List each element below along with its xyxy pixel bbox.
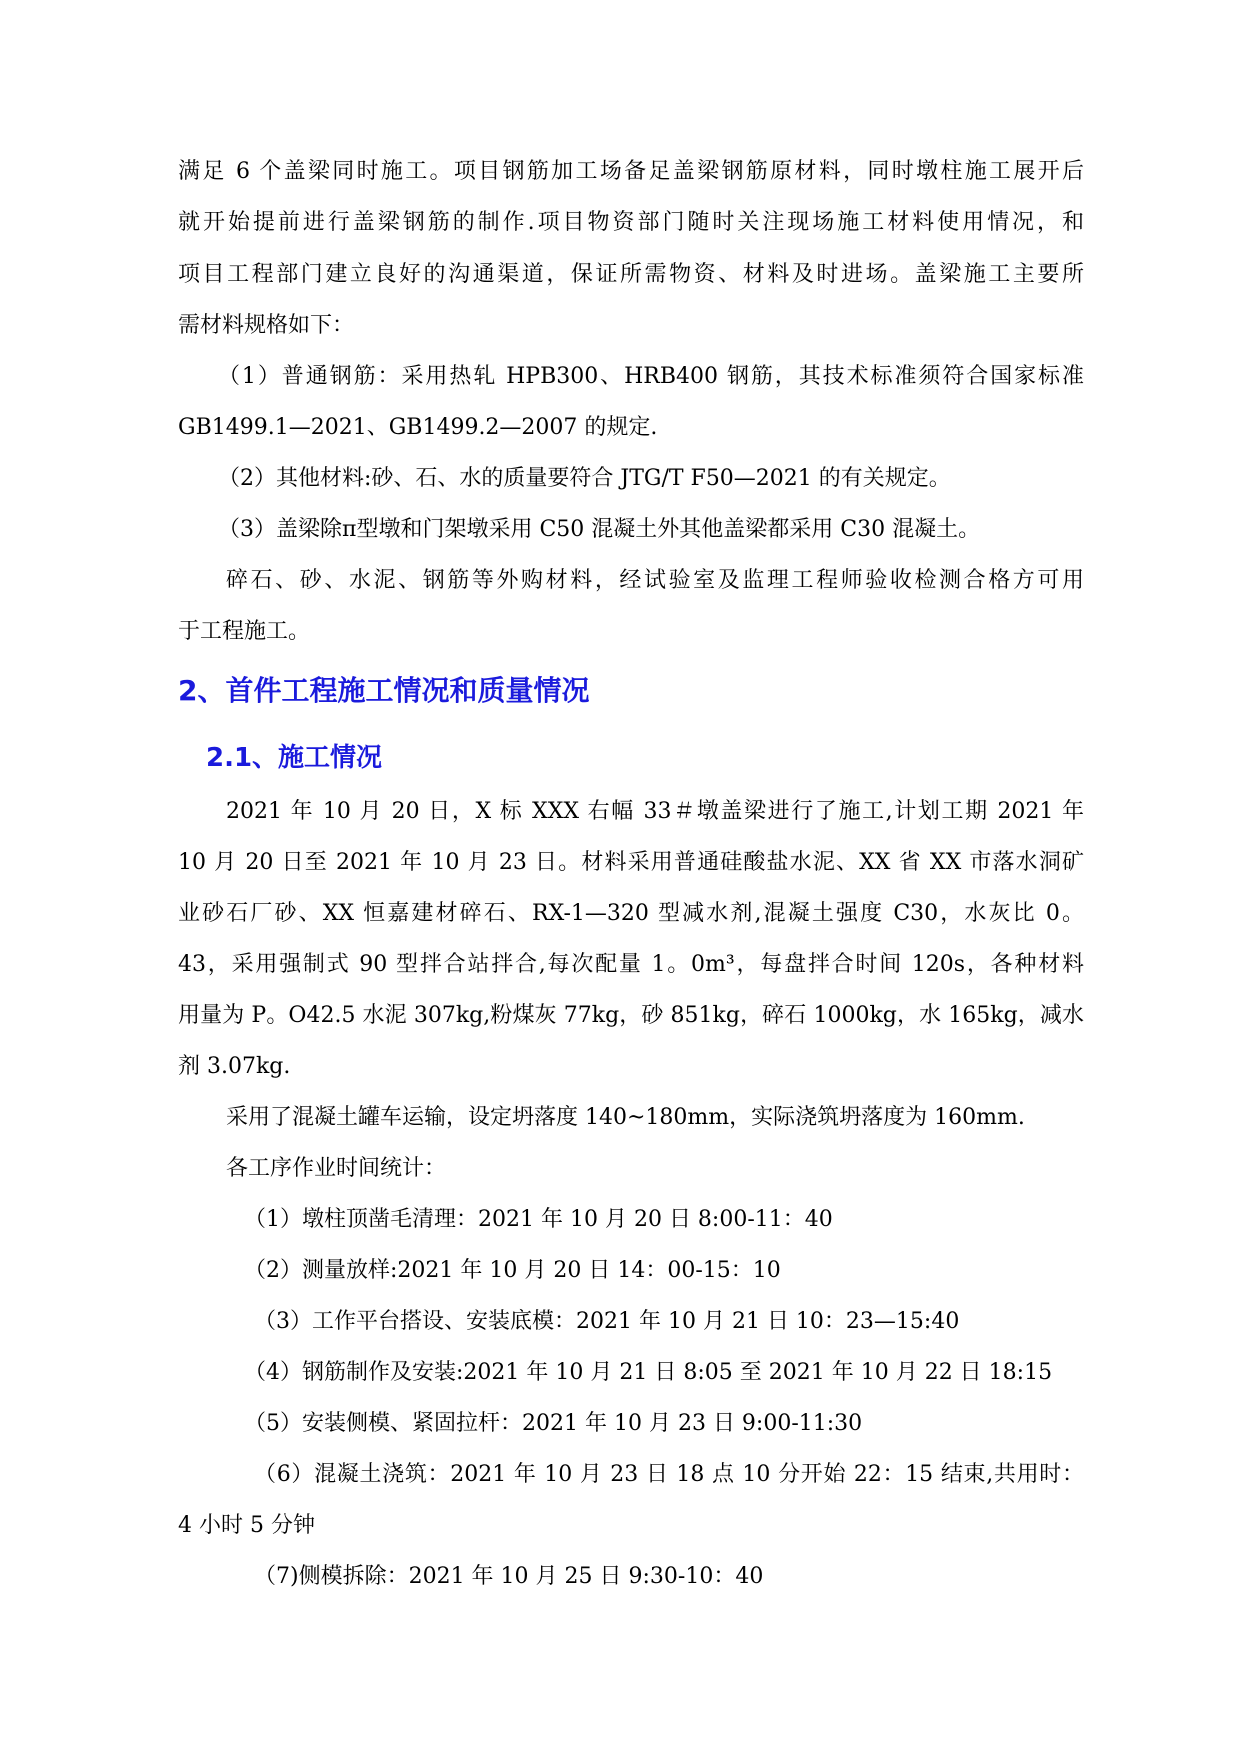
- transport-line: 采用了混凝土罐车运输，设定坍落度 140~180mm，实际浇筑坍落度为 160mm.: [226, 1105, 1025, 1130]
- step-item-6-cont: 4 小时 5 分钟: [178, 1513, 315, 1538]
- section-heading-2-1: 2.1、施工情况: [206, 743, 383, 773]
- section-heading-2: 2、首件工程施工情况和质量情况: [178, 674, 590, 707]
- step-item-4: （4）钢筋制作及安装:2021 年 10 月 21 日 8:05 至 2021 年 10 月 22 日 18:15: [244, 1360, 1053, 1385]
- step-item-3: （3）工作平台搭设、安装底模：2021 年 10 月 21 日 10：23—15:40: [254, 1309, 960, 1334]
- step-item-6: （6）混凝土浇筑：2021 年 10 月 23 日 18 点 10 分开始 22：15 结束,共用时：: [254, 1462, 1084, 1487]
- step-item-2: （2）测量放样:2021 年 10 月 20 日 14：00-15：10: [244, 1258, 781, 1283]
- paragraph-line: 2021 年 10 月 20 日，X 标 XXX 右幅 33＃墩盖梁进行了施工,计划工期 2021 年: [226, 799, 1084, 824]
- paragraph-line: 就开始提前进行盖梁钢筋的制作.项目物资部门随时关注现场施工材料使用情况，和: [178, 210, 1084, 235]
- list-item-other-materials: （2）其他材料:砂、石、水的质量要符合 JTG/T F50—2021 的有关规定。: [218, 466, 951, 491]
- paragraph-line: 10 月 20 日至 2021 年 10 月 23 日。材料采用普通硅酸盐水泥、XX 省 XX 市落水洞矿: [178, 850, 1084, 875]
- step-item-7: （7)侧模拆除：2021 年 10 月 25 日 9:30-10：40: [254, 1564, 764, 1589]
- paragraph-line: 剂 3.07kg.: [178, 1054, 291, 1079]
- list-item-rebar-cont: GB1499.1—2021、GB1499.2—2007 的规定.: [178, 415, 658, 440]
- paragraph-line: 项目工程部门建立良好的沟通渠道，保证所需物资、材料及时进场。盖梁施工主要所: [178, 262, 1084, 287]
- paragraph-line: 用量为 P。O42.5 水泥 307kg,粉煤灰 77kg，砂 851kg，碎石 1000kg，水 165kg，减水: [178, 1003, 1084, 1028]
- paragraph-line: 业砂石厂砂、XX 恒嘉建材碎石、RX-1—320 型减水剂,混凝土强度 C30，水灰比 0。: [178, 901, 1084, 926]
- step-item-1: （1）墩柱顶凿毛清理：2021 年 10 月 20 日 8:00-11：40: [244, 1207, 833, 1232]
- paragraph-line: 满足 6 个盖梁同时施工。项目钢筋加工场备足盖梁钢筋原材料，同时墩柱施工展开后: [178, 159, 1084, 184]
- list-item-rebar: （1）普通钢筋：采用热轧 HPB300、HRB400 钢筋，其技术标准须符合国家标准: [218, 364, 1084, 389]
- paragraph-line: 需材料规格如下：: [178, 313, 355, 338]
- list-item-concrete: （3）盖梁除π型墩和门架墩采用 C50 混凝土外其他盖梁都采用 C30 混凝土。: [218, 517, 981, 542]
- stats-intro: 各工序作业时间统计：: [226, 1156, 447, 1181]
- paragraph-line: 43，采用强制式 90 型拌合站拌合,每次配量 1。0m³，每盘拌合时间 120s，各种材料: [178, 952, 1084, 977]
- paragraph-line: 于工程施工。: [178, 619, 311, 644]
- paragraph-line: 碎石、砂、水泥、钢筋等外购材料，经试验室及监理工程师验收检测合格方可用: [226, 568, 1084, 593]
- step-item-5: （5）安装侧模、紧固拉杆：2021 年 10 月 23 日 9:00-11:30: [244, 1411, 863, 1436]
